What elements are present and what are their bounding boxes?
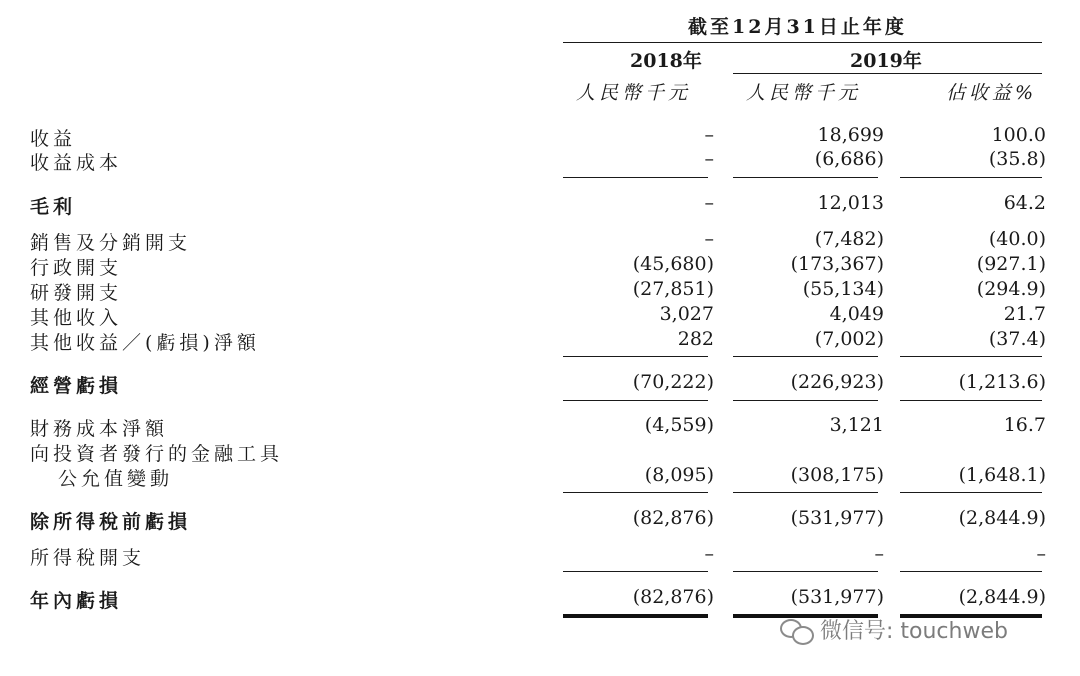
row-fair-value-2018: (8,095) xyxy=(644,464,714,486)
period-header: 截至12月31日止年度 xyxy=(688,16,907,38)
year-2019-underline xyxy=(733,73,1042,74)
subtotal-rule xyxy=(733,177,878,178)
row-rnd-2019: (55,134) xyxy=(802,278,884,300)
row-finance-2018: (4,559) xyxy=(644,414,714,436)
row-admin-2019: (173,367) xyxy=(790,253,884,275)
row-label-rnd: 研發開支 xyxy=(30,282,123,304)
row-gross-2018: – xyxy=(704,192,714,214)
row-tax-2018: – xyxy=(704,543,714,565)
row-rnd-2018: (27,851) xyxy=(632,278,714,300)
subtotal-rule xyxy=(733,571,878,572)
row-label-selling: 銷售及分銷開支 xyxy=(30,232,192,254)
row-finance-2019: 3,121 xyxy=(829,414,884,436)
row-label-cost-of-revenue: 收益成本 xyxy=(30,152,123,174)
row-year-loss-2018: (82,876) xyxy=(632,586,714,608)
row-admin-pct: (927.1) xyxy=(976,253,1046,275)
row-other-income-2018: 3,027 xyxy=(659,303,714,325)
total-rule xyxy=(563,614,708,618)
row-cost-2018: – xyxy=(704,148,714,170)
row-label-loss-for-year: 年內虧損 xyxy=(30,590,123,612)
row-gross-2019: 12,013 xyxy=(817,192,884,214)
subtotal-rule xyxy=(563,571,708,572)
period-underline xyxy=(563,42,1042,43)
subtotal-rule xyxy=(900,400,1042,401)
row-tax-pct: – xyxy=(1036,543,1046,565)
row-other-income-pct: 21.7 xyxy=(1003,303,1046,325)
row-selling-2019: (7,482) xyxy=(814,228,884,250)
row-fair-value-pct: (1,648.1) xyxy=(958,464,1046,486)
subtotal-rule xyxy=(900,356,1042,357)
row-label-admin: 行政開支 xyxy=(30,257,123,279)
row-label-revenue: 收益 xyxy=(30,128,77,150)
row-operating-pct: (1,213.6) xyxy=(958,371,1046,393)
unit-2018: 人民幣千元 xyxy=(576,82,692,104)
year-2018-header: 2018年 xyxy=(630,50,702,72)
row-label-other-income: 其他收入 xyxy=(30,307,123,329)
subtotal-rule xyxy=(900,571,1042,572)
row-label-income-tax: 所得稅開支 xyxy=(30,547,146,569)
row-label-operating-loss: 經營虧損 xyxy=(30,375,123,397)
row-other-gains-2018: 282 xyxy=(677,328,714,350)
subtotal-rule xyxy=(563,492,708,493)
row-cost-2019: (6,686) xyxy=(814,148,884,170)
row-operating-2019: (226,923) xyxy=(790,371,884,393)
row-operating-2018: (70,222) xyxy=(632,371,714,393)
unit-percent: 佔收益% xyxy=(946,82,1038,104)
subtotal-rule xyxy=(733,356,878,357)
subtotal-rule xyxy=(563,177,708,178)
row-finance-pct: 16.7 xyxy=(1003,414,1046,436)
subtotal-rule xyxy=(563,400,708,401)
row-label-loss-before-tax: 除所得稅前虧損 xyxy=(30,511,192,533)
row-revenue-pct: 100.0 xyxy=(991,124,1046,146)
unit-2019: 人民幣千元 xyxy=(746,82,862,104)
watermark-text: 微信号: touchweb xyxy=(820,619,1008,644)
row-label-fair-value-line2: 公允值變動 xyxy=(58,468,174,490)
row-fair-value-2019: (308,175) xyxy=(790,464,884,486)
row-selling-2018: – xyxy=(704,228,714,250)
wechat-watermark xyxy=(780,614,1008,645)
row-other-gains-pct: (37.4) xyxy=(988,328,1046,350)
row-label-gross-profit: 毛利 xyxy=(30,196,77,218)
row-year-loss-2019: (531,977) xyxy=(790,586,884,608)
row-revenue-2018: – xyxy=(704,124,714,146)
wechat-icon xyxy=(780,617,814,643)
row-selling-pct: (40.0) xyxy=(988,228,1046,250)
row-admin-2018: (45,680) xyxy=(632,253,714,275)
subtotal-rule xyxy=(900,177,1042,178)
subtotal-rule xyxy=(900,492,1042,493)
row-pretax-pct: (2,844.9) xyxy=(958,507,1046,529)
row-label-fair-value: 向投資者發行的金融工具 xyxy=(30,443,284,465)
row-tax-2019: – xyxy=(874,543,884,565)
row-label-other-gains: 其他收益／(虧損)淨額 xyxy=(30,332,260,354)
row-gross-pct: 64.2 xyxy=(1003,192,1046,214)
row-rnd-pct: (294.9) xyxy=(976,278,1046,300)
subtotal-rule xyxy=(733,400,878,401)
row-other-income-2019: 4,049 xyxy=(829,303,884,325)
row-other-gains-2019: (7,002) xyxy=(814,328,884,350)
row-label-finance: 財務成本淨額 xyxy=(30,418,169,440)
row-year-loss-pct: (2,844.9) xyxy=(958,586,1046,608)
year-2019-header: 2019年 xyxy=(850,50,922,72)
row-revenue-2019: 18,699 xyxy=(817,124,884,146)
subtotal-rule xyxy=(733,492,878,493)
row-cost-pct: (35.8) xyxy=(988,148,1046,170)
subtotal-rule xyxy=(563,356,708,357)
row-pretax-2019: (531,977) xyxy=(790,507,884,529)
row-pretax-2018: (82,876) xyxy=(632,507,714,529)
